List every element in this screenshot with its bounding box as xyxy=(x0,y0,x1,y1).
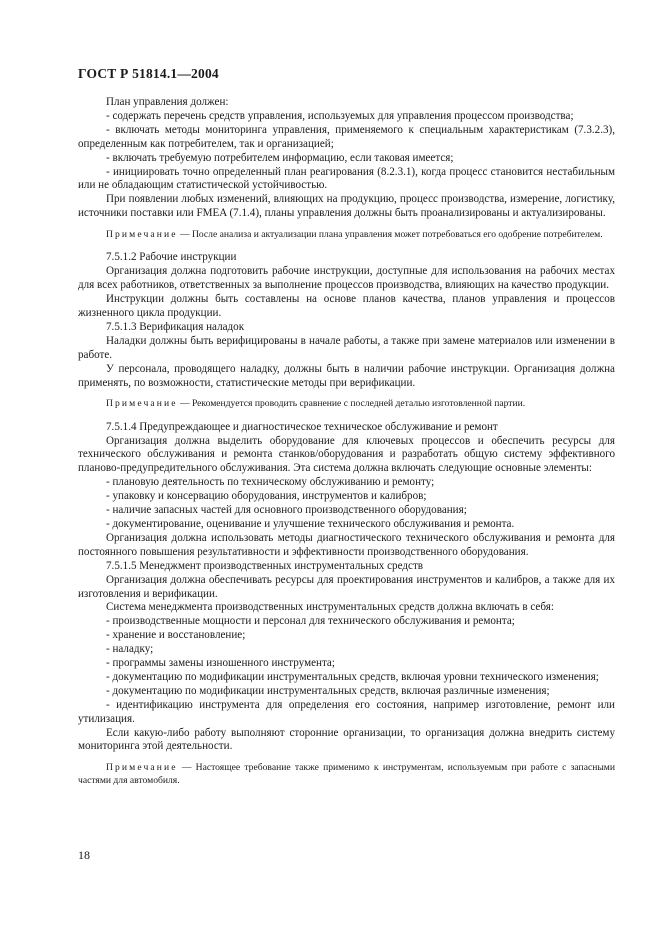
note-label: Примечание xyxy=(106,229,178,241)
list-item: - программы замены изношенного инструмента; xyxy=(106,657,335,670)
paragraph: Инструкции должны быть составлены на основе планов качества, планов управления и процессов жизненного цикла продукции. xyxy=(78,293,615,319)
paragraph: У персонала, проводящего наладку, должны быть в наличии рабочие инструкции. Организация должна применять, по возможности, статистические методы при верификации. xyxy=(78,362,615,389)
list-item: - наладку; xyxy=(106,643,154,656)
list-item: - содержать перечень средств управления, используемых для управления процессом производства; xyxy=(106,109,574,122)
section-heading: 7.5.1.4 Предупреждающее и диагностическое техническое обслуживание и ремонт xyxy=(106,420,498,433)
list-item: - включать требуемую потребителем информацию, если таковая имеется; xyxy=(106,151,454,164)
list-item: - документацию по модификации инструментальных средств, включая уровни технического изменения; xyxy=(106,670,599,683)
paragraph: Система менеджмента производственных инструментальных средств должна включать в себя: xyxy=(106,601,554,614)
list-item: - плановую деятельность по техническому обслуживанию и ремонту; xyxy=(106,476,435,489)
page-body xyxy=(78,96,615,797)
list-item: - производственные мощности и персонал для технического обслуживания и ремонта; xyxy=(106,615,515,628)
paragraph: Организация должна подготовить рабочие инструкции, доступные для использования на рабочих местах для всех работников, ответственных за выполнение процессов производства, влияющих на качество продукции. xyxy=(78,265,615,292)
note xyxy=(78,229,615,241)
list-item: - включать методы мониторинга управления, применяемого к специальным характеристикам (7.3.2.3), определенным как потребителем, так и организацией; xyxy=(78,123,615,150)
control-plan-intro: План управления должен: xyxy=(106,96,229,108)
section-heading: 7.5.1.3 Верификация наладок xyxy=(106,320,245,333)
note xyxy=(78,762,615,786)
list-item: - наличие запасных частей для основного производственного оборудования; xyxy=(106,504,467,517)
section-heading: 7.5.1.2 Рабочие инструкции xyxy=(106,251,237,264)
note-label: Примечание xyxy=(106,398,178,410)
paragraph: Если какую-либо работу выполняют сторонние организации, то организация должна внедрить систему мониторинга этой деятельности. xyxy=(78,726,615,753)
note-text: — После анализа и актуализации плана управления может потребоваться его одобрение потребителем. xyxy=(177,229,603,241)
paragraph: При появлении любых изменений, влияющих на продукцию, процесс производства, измерение, логистику, источники поставки или FMEA (7.1.4), планы управления должны быть проанализированы и актуализированы. xyxy=(78,193,615,220)
page-number: 18 xyxy=(78,848,90,862)
paragraph: Организация должна выделить оборудование для ключевых процессов и обеспечить ресурсы для технического обслуживания и ремонта станков/оборудования и разработать общую систему эффективного планово-предупредительного обслуживания. Эта система должна включать следующие основные элементы: xyxy=(78,434,615,475)
note-text: — Настоящее требование также применимо к инструментам, используемым при работе с запасными частями для автомобиля. xyxy=(78,762,615,786)
list-item: - упаковку и консервацию оборудования, инструментов и калибров; xyxy=(106,490,427,503)
note-text: — Рекомендуется проводить сравнение с последней деталью изготовленной партии. xyxy=(177,398,526,410)
note-label: Примечание xyxy=(106,762,178,774)
list-item: - хранение и восстановление; xyxy=(106,629,246,642)
list-item: - инициировать точно определенный план реагирования (8.2.3.1), когда процесс становится нестабильным или не обладающим статистической устойчивостью. xyxy=(78,165,615,192)
paragraph: Организация должна обеспечивать ресурсы для проектирования инструментов и калибров, а также для их изготовления и верификации. xyxy=(78,573,615,600)
list-item: - идентификацию инструмента для определения его состояния, например изготовление, ремонт или утилизация. xyxy=(78,698,615,725)
note xyxy=(78,398,615,410)
list-item: - документирование, оценивание и улучшение технического обслуживания и ремонта. xyxy=(106,517,515,530)
section-heading: 7.5.1.5 Менеджмент производственных инструментальных средств xyxy=(106,559,424,572)
document-header: ГОСТ Р 51814.1—2004 xyxy=(78,66,219,81)
paragraph: Наладки должны быть верифицированы в начале работы, а также при замене материалов или изменении в работе. xyxy=(78,334,615,361)
paragraph: Организация должна использовать методы диагностического технического обслуживания и ремонта для постоянного повышения результативности и эффективности производственного оборудования. xyxy=(78,531,615,558)
list-item: - документацию по модификации инструментальных средств, включая различные изменения; xyxy=(106,684,550,697)
